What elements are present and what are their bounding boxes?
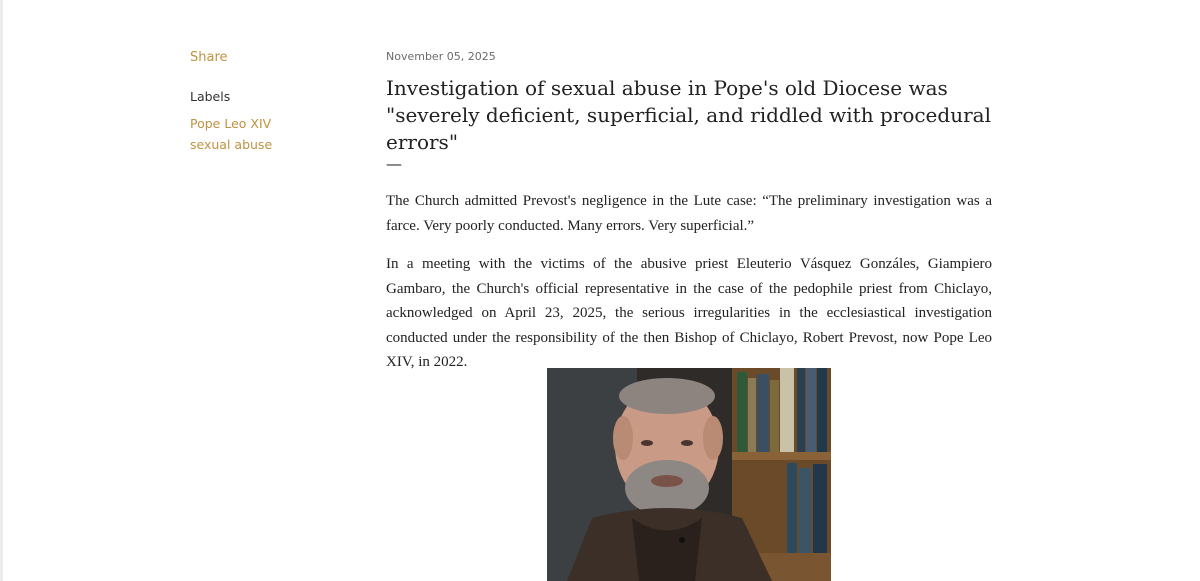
label-link-pope-leo-xiv[interactable]: Pope Leo XIV <box>190 116 272 131</box>
post-photo <box>547 368 831 581</box>
post-paragraph: In a meeting with the victims of the abusive priest Eleuterio Vásquez Gonzáles, Giampiero Gambaro, the Church's official representative in the case of the pedophile priest from Chiclayo, acknowledged on April 23, 2025, the serious irregularities in the ecclesiastical investigation conducted under the responsibility of the then Bishop of Chiclayo, Robert Prevost, now Pope Leo XIV, in 2022. <box>386 256 992 370</box>
labels-heading: Labels <box>190 89 231 104</box>
post-sidebar <box>190 50 350 152</box>
label-link-sexual-abuse[interactable]: sexual abuse <box>190 137 273 152</box>
title-separator: — <box>386 154 402 173</box>
page-left-border <box>0 0 3 581</box>
post-article <box>386 50 992 375</box>
share-link[interactable]: Share <box>190 50 228 65</box>
post-paragraph: The Church admitted Prevost's negligence in the Lute case: “The preliminary investigation was a farce. Very poorly conducted. Many errors. Very superficial.” <box>386 193 992 234</box>
post-title: Investigation of sexual abuse in Pope's old Diocese was "severely deficient, superficial, and riddled with procedural errors" <box>386 76 991 154</box>
post-date: November 05, 2025 <box>386 50 496 63</box>
